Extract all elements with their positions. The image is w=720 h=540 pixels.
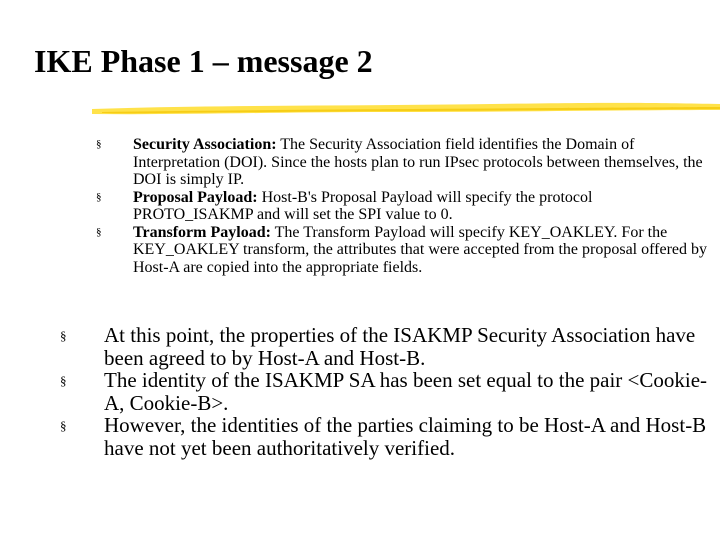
- section-bullet-icon: §: [60, 328, 67, 343]
- sub-bullet-item: [96, 189, 712, 224]
- section-bullet-icon: §: [60, 418, 67, 433]
- main-bullet-text: At this point, the properties of the ISAKMP Security Association have been agreed to by Host-A and Host-B.: [104, 323, 696, 370]
- sub-bullet-list: [96, 136, 712, 276]
- main-bullet-text: However, the identities of the parties claiming to be Host-A and Host-B have not yet been authoritatively verified.: [104, 413, 707, 460]
- section-bullet-icon: §: [60, 373, 67, 388]
- sub-bullet-term: Transform Payload:: [133, 223, 271, 241]
- sub-bullet-text: The Security Association field identifies the Domain of Interpretation (DOI). Since the hosts plan to run IPsec protocols between themselves, the DOI is simply IP.: [133, 136, 703, 188]
- main-bullet-item: [60, 369, 708, 414]
- sub-bullet-text: The Transform Payload will specify KEY_OAKLEY. For the KEY_OAKLEY transform, the attributes that were accepted from the proposal offered by Host-A are copied into the appropriate fields.: [133, 223, 708, 276]
- sub-bullet-term: Proposal Payload:: [133, 188, 258, 206]
- title-underline-brush: [92, 100, 720, 116]
- main-bullet-item: [60, 414, 708, 459]
- slide-title: IKE Phase 1 – message 2: [34, 43, 373, 79]
- section-bullet-icon: §: [96, 190, 102, 203]
- section-bullet-icon: §: [96, 225, 102, 238]
- main-bullet-text: The identity of the ISAKMP SA has been set equal to the pair <Cookie-A, Cookie-B>.: [104, 368, 708, 415]
- sub-bullet-term: Security Association:: [133, 136, 277, 153]
- sub-bullet-text: Host-B's Proposal Payload will specify the protocol PROTO_ISAKMP and will set the SPI value to 0.: [133, 188, 593, 223]
- sub-bullet-item: [96, 136, 712, 189]
- main-bullet-list: [60, 324, 708, 459]
- sub-bullet-item: [96, 224, 712, 277]
- main-bullet-item: [60, 324, 708, 369]
- section-bullet-icon: §: [96, 138, 102, 150]
